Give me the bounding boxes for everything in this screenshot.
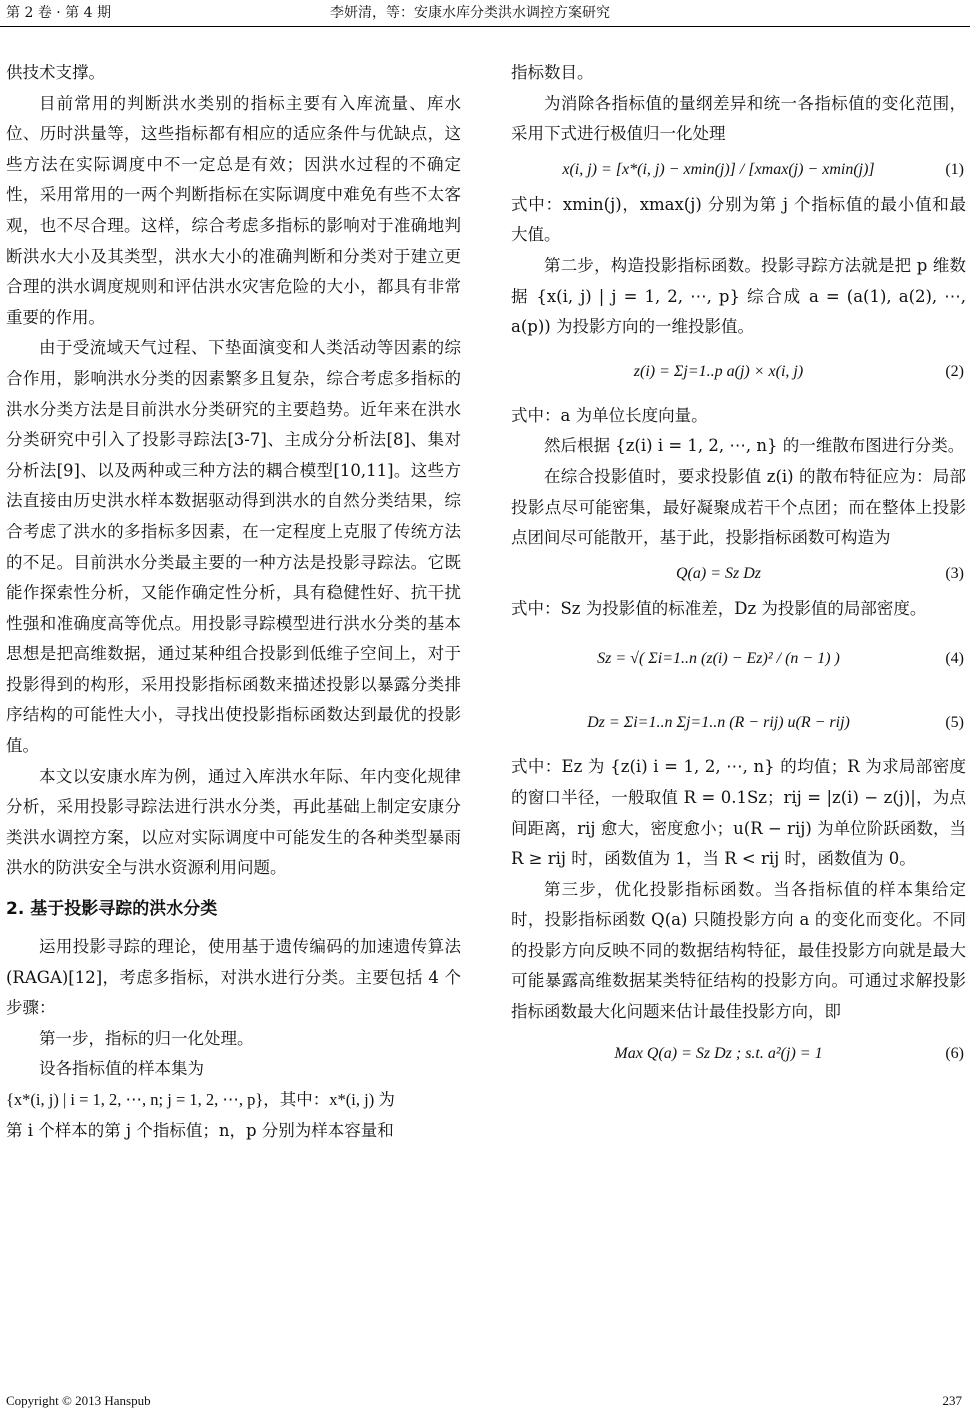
equation-2-number: (2) <box>945 362 964 380</box>
equation-1-number: (1) <box>945 160 964 178</box>
equation-4-number: (4) <box>945 650 964 668</box>
paragraph-eq1-explain: 式中：xmin(j)，xmax(j) 分别为第 j 个指标值的最小值和最大值。 <box>511 194 966 245</box>
paragraph-unit-vector: 式中：a 为单位长度向量。 <box>511 405 708 425</box>
paragraph-sample-set: 设各指标值的样本集为 <box>39 1059 204 1079</box>
paragraph-sample-definition: 第 i 个样本的第 j 个指标值；n，p 分别为样本容量和 <box>6 1120 394 1140</box>
equation-5-body: Dz = Σi=1..n Σj=1..n (R − rij) u(R − rij) <box>587 714 850 732</box>
equation-3-number: (3) <box>945 564 964 582</box>
paragraph-methods: 由于受流域天气过程、下垫面演变和人类活动等因素的综合作用，影响洪水分类的因素繁多且复杂，综合考虑多指标的洪水分类方法是目前洪水分类研究的主要趋势。近年来在洪水分类研究中引入了投影寻踪法[3-7]、主成分分析法[8]、集对分析法[9]、以及两种或三种方法的耦合模型[10,11]。这些方法直接由历史洪水样本数据驱动得到洪水的自然分类结果，综合考虑了洪水的多指标多因素，在一定程度上克服了传统方法的不足。目前洪水分类最主要的一种方法是投影寻踪法。它既能作探索性分析，又能作确定性分析，具有稳健性好、抗干扰性强和准确度高等优点。用投影寻踪模型进行洪水分类的基本思想是把高维数据，通过某种组合投影到低维子空间上，对于投影得到的构形，采用投影指标函数来描述投影以暴露分类排序结构的可能性大小，寻找出使投影指标函数达到最优的投影值。 <box>6 338 461 756</box>
paragraph-step3: 第三步，优化投影指标函数。当各指标值的样本集给定时，投影指标函数 Q(a) 只随投影方向 a 的变化而变化。不同的投影方向反映不同的数据结构特征，最佳投影方向就是最大可能暴露高维数据某类特征结构的投影方向。可通过求解投影指标函数最大化问题来估计最佳投影方向，即 <box>511 879 966 1022</box>
page-footer <box>0 1390 970 1412</box>
paragraph-scatter: 然后根据 {z(i) i = 1, 2, ⋯, n} 的一维散布图进行分类。 <box>544 436 965 456</box>
paragraph-indicators: 目前常用的判断洪水类别的指标主要有入库流量、库水位、历时洪量等，这些指标都有相应的适应条件与优缺点，这些方法在实际调度中不一定总是有效；因洪水过程的不确定性，采用常用的一两个判断指标在实际调度中难免有些不太客观，也不尽合理。这样，综合考虑多指标的影响对于准确地判断洪水大小及其类型，洪水大小的准确判断和分类对于建立更合理的洪水调度规则和评估洪水灾害危险的大小，都具有非常重要的作用。 <box>6 93 461 327</box>
paragraph-step1: 第一步，指标的归一化处理。 <box>39 1028 254 1048</box>
paragraph-continuation: 供技术支撑。 <box>6 63 105 82</box>
equation-6 <box>511 1028 966 1080</box>
paragraph-raga: 运用投影寻踪的理论，使用基于遗传编码的加速遗传算法(RAGA)[12]，考虑多指标，对洪水进行分类。主要包括 4 个步骤： <box>6 937 461 1018</box>
copyright-notice: Copyright © 2013 Hanspub <box>6 1393 151 1408</box>
equation-4 <box>511 624 966 694</box>
right-column <box>511 58 966 1080</box>
page-header <box>0 0 970 27</box>
equation-2 <box>511 343 966 401</box>
running-title: 李妍清，等：安康水库分类洪水调控方案研究 <box>330 5 610 21</box>
journal-volume-issue: 第 2 卷 · 第 4 期 <box>6 5 111 21</box>
paragraph-normalization: 为消除各指标值的量纲差异和统一各指标值的变化范围，采用下式进行极值归一化处理 <box>511 93 966 144</box>
paragraph-indicator-count: 指标数目。 <box>511 63 594 82</box>
equation-6-number: (6) <box>945 1044 964 1062</box>
section-heading: 2. 基于投影寻踪的洪水分类 <box>6 899 218 920</box>
equation-6-body: Max Q(a) = Sz Dz ; s.t. a²(j) = 1 <box>614 1044 823 1062</box>
left-column <box>6 58 461 1146</box>
page-number: 237 <box>942 1393 962 1408</box>
equation-4-body: Sz = √( Σi=1..n (z(i) − Ez)² / (n − 1) ) <box>597 650 840 668</box>
paragraph-eq5-explain: 式中：Ez 为 {z(i) i = 1, 2, ⋯, n} 的均值；R 为求局部密度的窗口半径，一般取值 R = 0.1Sz；rij = |z(i) − z(j)|，为点间距离，rij 愈大，密度愈小；u(R − rij) 为单位阶跃函数，当 R ≥ rij 时，函数值为 1，当 R < rij 时，函数值为 0。 <box>511 757 966 869</box>
paragraph-step2: 第二步，构造投影指标函数。投影寻踪方法就是把 p 维数据 {x(i, j) | j = 1, 2, ⋯, p} 综合成 a = (a(1), a(2), ⋯, a(p)) 为投影方向的一维投影值。 <box>511 255 966 337</box>
equation-2-body: z(i) = Σj=1..p a(j) × x(i, j) <box>633 362 804 380</box>
equation-1 <box>511 150 966 190</box>
equation-3 <box>511 554 966 594</box>
equation-5-number: (5) <box>945 714 964 732</box>
sample-set-math: {x*(i, j) | i = 1, 2, ⋯, n; j = 1, 2, ⋯, p}，其中：x*(i, j) 为 <box>6 1090 395 1109</box>
paragraph-eq3-explain: 式中：Sz 为投影值的标准差，Dz 为投影值的局部密度。 <box>511 598 927 618</box>
equation-1-body: x(i, j) = [x*(i, j) − xmin(j)] / [xmax(j) − xmin(j)] <box>562 160 875 178</box>
equation-3-body: Q(a) = Sz Dz <box>675 564 761 582</box>
equation-5 <box>511 694 966 752</box>
paragraph-case-study: 本文以安康水库为例，通过入库洪水年际、年内变化规律分析，采用投影寻踪法进行洪水分类，再此基础上制定安康分类洪水调控方案，以应对实际调度中可能发生的各种类型暴雨洪水的防洪安全与洪水资源利用问题。 <box>6 766 461 878</box>
paragraph-projection-index: 在综合投影值时，要求投影值 z(i) 的散布特征应为：局部投影点尽可能密集，最好凝聚成若干个点团；而在整体上投影点团间尽可能散开，基于此，投影指标函数可构造为 <box>511 466 966 548</box>
